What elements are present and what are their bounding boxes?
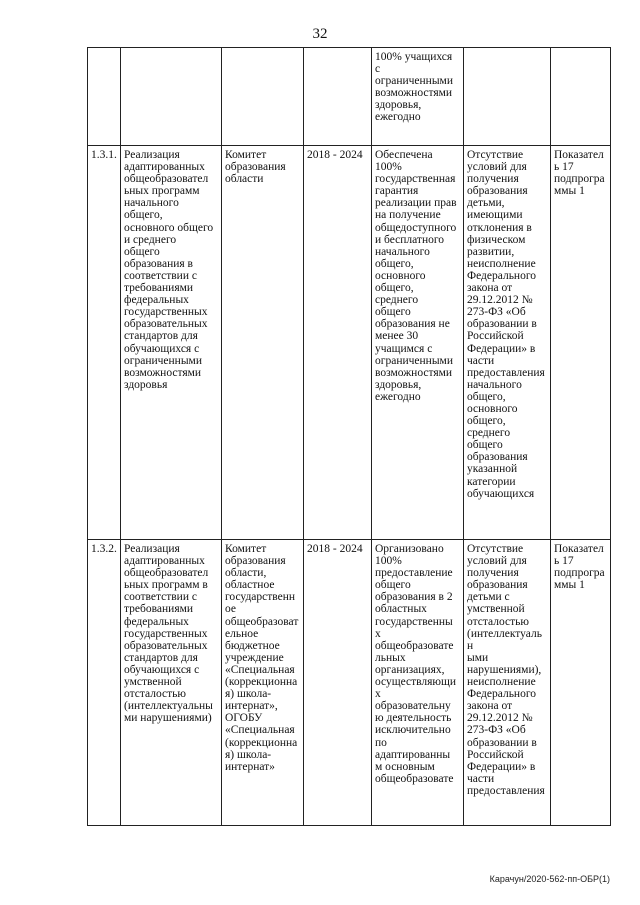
executor-cell: Комитет образования области, областное государственн ое общеобразоват ельное бюджетное учреждение «Специальная (коррекционна я) школа- интернат», ОГОБУ «Специальная (коррекционна я) школа- интернат» [222,540,304,826]
activity-cell: Реализация адаптированных общеобразовател ьных программ начального общего, основного общего и среднего общего образования в соответствии с требованиями федеральных государственных образовательных стандартов для обучающихся с ограниченными возможностями здоровья [121,146,222,540]
table-row [88,540,611,826]
period-cell: 2018 - 2024 [304,146,372,540]
consequence-cell: Отсутствие условий для получения образования детьми с умственной отсталостью (интеллектуальн ыми нарушениями), неисполнение Федерального закона от 29.12.2012 № 273-ФЗ «Об образовании в Российской Федерации» в части предоставления [464,540,551,826]
program-activities-table [87,47,611,826]
row-number-cell [88,48,121,146]
table-row [88,48,611,146]
period-cell [304,48,372,146]
result-cell: 100% учащихся с ограниченными возможностями здоровья, ежегодно [372,48,464,146]
result-cell: Обеспечена 100% государственная гарантия реализации прав на получение общедоступного и бесплатного начального общего, основного общего, среднего общего образования не менее 30 учащимся с ограниченными возможностями здоровья, ежегодно [372,146,464,540]
period-cell: 2018 - 2024 [304,540,372,826]
result-cell: Организовано 100% предоставление общего образования в 2 областных государственны х общеобразовате льных организациях, осуществляющи х образовательну ю деятельность исключительно по адаптированны м основным общеобразовате [372,540,464,826]
activity-cell [121,48,222,146]
indicator-link-cell: Показател ь 17 подпрогра ммы 1 [551,146,611,540]
document-footer-code: Карачун/2020-562-пп-ОБР(1) [489,874,610,884]
row-number-cell: 1.3.1. [88,146,121,540]
table-row [88,146,611,540]
executor-cell [222,48,304,146]
activity-cell: Реализация адаптированных общеобразовател ьных программ в соответствии с требованиями федеральных государственных образовательных стандартов для обучающихся с умственной отсталостью (интеллектуальны ми нарушениями) [121,540,222,826]
indicator-link-cell [551,48,611,146]
page-number: 32 [312,26,328,42]
consequence-cell: Отсутствие условий для получения образования детьми, имеющими отклонения в физическом развитии, неисполнение Федерального закона от 29.12.2012 № 273-ФЗ «Об образовании в Российской Федерации» в части предоставления начального общего, основного общего, среднего общего образования указанной категории обучающихся [464,146,551,540]
consequence-cell [464,48,551,146]
indicator-link-cell: Показател ь 17 подпрогра ммы 1 [551,540,611,826]
row-number-cell: 1.3.2. [88,540,121,826]
executor-cell: Комитет образования области [222,146,304,540]
